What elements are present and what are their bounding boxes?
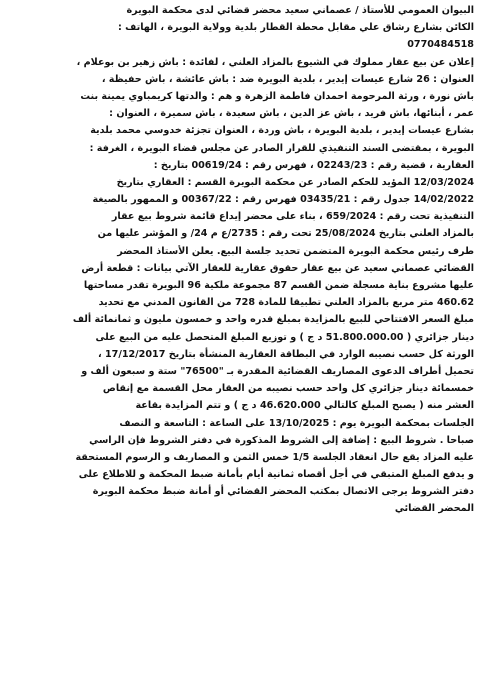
notice-line: طرف رئيس محكمة البويرة المتضمن تحديد جلسة البيع. يعلن الأستاذ المحضر bbox=[117, 245, 474, 257]
notice-line: الكائن بشارع رشاق علي مقابل محطة القطار بلدية وولاية البويرة ، الهاتف : bbox=[117, 22, 474, 34]
notice-line: العشر منه ( يصبح المبلغ كالتالي 46.620.000 د ج ) و تتم المزايدة بقاعة bbox=[135, 400, 474, 412]
notice-line: 12/03/2024 المؤيد للحكم الصادر عن محكمة البويرة القسم : العقاري بتاريخ bbox=[116, 176, 474, 188]
notice-line: إعلان عن بيع عقار مملوك في الشيوع بالمزاد العلني ، لفائدة : باش زهير بن بوعلام ، bbox=[76, 56, 474, 68]
notice-line: تحميل أطراف الدعوى المصاريف القضائية المقدرة بـ "76500" ستة و سبعون ألف و bbox=[81, 365, 474, 377]
notice-line: العنوان : 26 شارع عيسات إيدير ، بلدية البويرة ضد : باش عائشة ، باش حفيظة ، bbox=[101, 73, 474, 85]
notice-line: 0770484518 bbox=[407, 39, 474, 51]
notice-line: صباحا . شروط البيع : إضافة إلى الشروط المذكورة في دفتر الشروط فإن الراسي bbox=[89, 434, 474, 446]
notice-line: عمر ، أبنائها، باش فريد ، باش عز الدين ، باش سعيدة ، باش سميرة ، العنوان : bbox=[109, 108, 474, 120]
notice-line: مبلغ السعر الافتتاحي للبيع بالمزايدة بمبلغ قدره واحد و خمسون مليون و ثمانمائة ألف bbox=[72, 314, 474, 326]
notice-line: عليها مشروع بناية مسجلة ضمن القسم 87 مجموعة ملكية 96 البويرة تقدر مساحتها bbox=[83, 280, 474, 291]
legal-notice-document bbox=[4, 2, 474, 687]
notice-line: و يدفع المبلغ المتبقي في أجل أقصاه ثمانية أيام بأمانة ضبط المحكمة و للاطلاع على bbox=[78, 469, 474, 481]
notice-line: دينار جزائري ( 51.800.000.00 د ج ) و توزيع المبلغ المتحصل عليه من البيع على bbox=[95, 331, 474, 343]
notice-line: البويرة ، بمقتضى السند التنفيذي للقرار الصادر عن مجلس قضاء البويرة ، الغرفة : bbox=[89, 142, 474, 154]
notice-line: القضائي عصماني سعيد عن بيع عقار حقوق عقارية للعقار الآتي بيانات : قطعة أرض bbox=[81, 262, 474, 274]
notice-line: الجلسات بمحكمة البويرة يوم : 13/10/2025 على الساعة : التاسعة و النصف bbox=[119, 417, 474, 429]
notice-line: الورثة كل حسب نصيبه الوارد في البطاقة العقارية المنشأة بتاريخ 17/12/2017 ، bbox=[97, 348, 474, 360]
notice-line: العقارية ، قضية رقم : 02243/23 ، فهرس رقم : 00619/24 بتاريخ : bbox=[153, 159, 474, 171]
notice-line: البيوان العمومي للأستاذ / عصماني سعيد محضر قضائي لدى محكمة البويرة bbox=[126, 5, 474, 16]
notice-line: 460.62 متر مربع بالمزاد العلني تطبيقا للمادة 728 من القانون المدني مع تحديد bbox=[98, 297, 474, 309]
notice-line: دفتر الشروط يرجى الاتصال بمكتب المحضر القضائي أو أمانة ضبط محكمة البويرة bbox=[92, 486, 474, 498]
notice-text bbox=[4, 2, 474, 518]
notice-line: التنفيذية تحت رقم : 659/2024 ، بناء على محضر إيداع قائمة شروط بيع عقار bbox=[111, 211, 474, 223]
notice-line: بشارع عيسات إيدير ، بلدية البويرة ، باش وردة ، العنوان تجزئة خدوسي محمد بلدية bbox=[90, 125, 474, 137]
notice-line: خمسمائة دينار جزائري كل واحد حسب نصيبه من العقار محل القسمة مع إنقاص bbox=[102, 383, 474, 395]
notice-line: باش نورة ، ورثة المرحومة احمدان فاطمة الزهرة و هم : والدتها كريمباوي يمينة بنت bbox=[80, 90, 474, 102]
notice-line: بالمزاد العلني بتاريخ 25/08/2024 تحت رقم : 2735/ع م 24/ و المؤشر عليها من bbox=[97, 228, 474, 240]
notice-signature: المحضر القضائي bbox=[394, 503, 474, 515]
notice-line: عليه المزاد يقع حال انعقاد الجلسة 1/5 خمس الثمن و المصاريف و الرسوم المستحقة bbox=[75, 451, 474, 463]
notice-line: 14/02/2022 جدول رقم : 03435/21 فهرس رقم : 00367/22 و الممهور بالصيغة bbox=[92, 194, 474, 206]
